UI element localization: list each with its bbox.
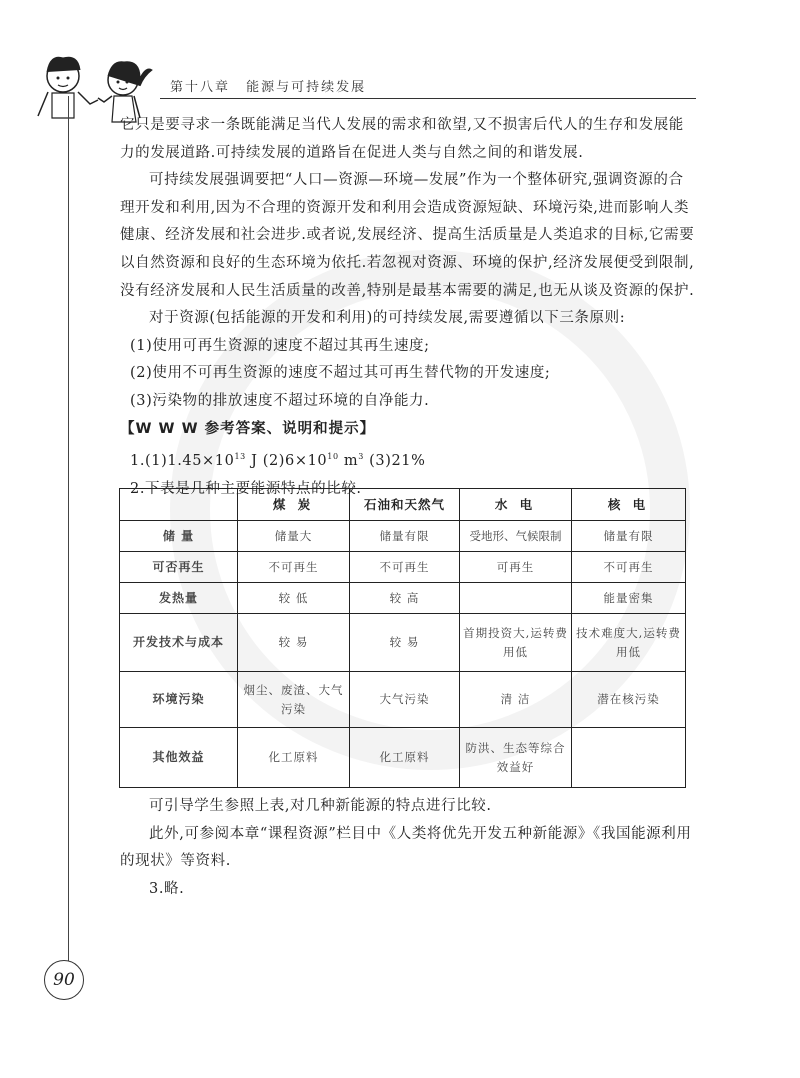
paragraph-sustainability: 可持续发展强调要把“人口—资源—环境—发展”作为一个整体研究,强调资源的合理开发和利用,因为不合理的资源开发和利用会造成资源短缺、环境污染,进而影响人类健康、经济发展和社会进步.或者说,发展经济、提高生活质量是人类追求的目标,它需要以自然资源和良好的生态环境为依托.若忽视对资源、环境的保护,经济发展便受到限制,没有经济发展和人民生活质量的改善,特别是最基本需要的满足,也无从谈及资源的保护. bbox=[120, 172, 695, 299]
section-title: 【W W W 参考答案、说明和提示】 bbox=[120, 420, 376, 437]
row-label: 可否再生 bbox=[120, 552, 238, 583]
table-header-cell: 石油和天然气 bbox=[350, 489, 460, 521]
table-cell: 较 低 bbox=[238, 583, 350, 614]
table-cell: 大气污染 bbox=[350, 672, 460, 728]
row-label: 发热量 bbox=[120, 583, 238, 614]
running-header bbox=[160, 76, 696, 99]
closing-text bbox=[120, 793, 698, 903]
margin-rule bbox=[68, 96, 69, 966]
table-cell: 可再生 bbox=[460, 552, 572, 583]
chapter-title: 能源与可持续发展 bbox=[246, 80, 367, 95]
answer-3: 3.略. bbox=[149, 880, 185, 897]
paragraph-references: 此外,可参阅本章“课程资源”栏目中《人类将优先开发五种新能源》《我国能源利用的现状》等资料. bbox=[120, 825, 692, 870]
paragraph-continued: 它只是要寻求一条既能满足当代人发展的需求和欲望,又不损害后代人的生存和发展能力的发展道路.可持续发展的道路旨在促进人类与自然之间的和谐发展. bbox=[120, 117, 684, 161]
table-cell: 较 易 bbox=[350, 614, 460, 672]
table-cell: 受地形、气候限制 bbox=[460, 521, 572, 552]
table-cell: 较 高 bbox=[350, 583, 460, 614]
table-cell: 首期投资大,运转费用低 bbox=[460, 614, 572, 672]
row-label: 环境污染 bbox=[120, 672, 238, 728]
table-header-cell bbox=[120, 489, 238, 521]
table-cell: 不可再生 bbox=[350, 552, 460, 583]
paragraph-compare: 可引导学生参照上表,对几种新能源的特点进行比较. bbox=[149, 798, 492, 814]
table-cell: 化工原料 bbox=[238, 728, 350, 788]
body-text bbox=[120, 112, 698, 503]
principle-item: (2)使用不可再生资源的速度不超过其可再生替代物的开发速度; bbox=[130, 365, 551, 382]
answer-2: 2.下表是几种主要能源特点的比较. bbox=[130, 480, 362, 497]
table-header-row bbox=[120, 489, 686, 521]
table-cell: 不可再生 bbox=[572, 552, 686, 583]
table-header-cell: 煤 炭 bbox=[238, 489, 350, 521]
table-row bbox=[120, 672, 686, 728]
table-header-cell: 核 电 bbox=[572, 489, 686, 521]
table-cell: 较 易 bbox=[238, 614, 350, 672]
table-cell: 化工原料 bbox=[350, 728, 460, 788]
table-row bbox=[120, 583, 686, 614]
table-cell: 烟尘、废渣、大气污染 bbox=[238, 672, 350, 728]
table-header-cell: 水 电 bbox=[460, 489, 572, 521]
table-row bbox=[120, 552, 686, 583]
table-cell: 储量大 bbox=[238, 521, 350, 552]
principle-item: (1)使用可再生资源的速度不超过其再生速度; bbox=[130, 337, 430, 354]
principle-item: (3)污染物的排放速度不超过环境的自净能力. bbox=[130, 392, 430, 409]
table-cell bbox=[460, 583, 572, 614]
table-row bbox=[120, 728, 686, 788]
table-row bbox=[120, 614, 686, 672]
table-cell: 技术难度大,运转费用低 bbox=[572, 614, 686, 672]
table-cell: 不可再生 bbox=[238, 552, 350, 583]
table-cell: 能量密集 bbox=[572, 583, 686, 614]
table-cell: 防洪、生态等综合效益好 bbox=[460, 728, 572, 788]
table-cell: 储量有限 bbox=[350, 521, 460, 552]
chapter-number: 第十八章 bbox=[170, 80, 231, 95]
row-label: 其他效益 bbox=[120, 728, 238, 788]
table-row bbox=[120, 521, 686, 552]
page-number: 90 bbox=[44, 960, 84, 1000]
row-label: 开发技术与成本 bbox=[120, 614, 238, 672]
paragraph-principles-intro: 对于资源(包括能源的开发和利用)的可持续发展,需要遵循以下三条原则: bbox=[149, 310, 626, 327]
row-label: 储 量 bbox=[120, 521, 238, 552]
table-cell: 储量有限 bbox=[572, 521, 686, 552]
answer-1: $1.(1)1.45\times 10^{13}$ J $(2)6\times 10^{10}$ $m^3$ (3)21% bbox=[130, 452, 426, 469]
table-cell: 潜在核污染 bbox=[572, 672, 686, 728]
table-cell bbox=[572, 728, 686, 788]
table-cell: 清 洁 bbox=[460, 672, 572, 728]
energy-comparison-table bbox=[119, 488, 686, 788]
